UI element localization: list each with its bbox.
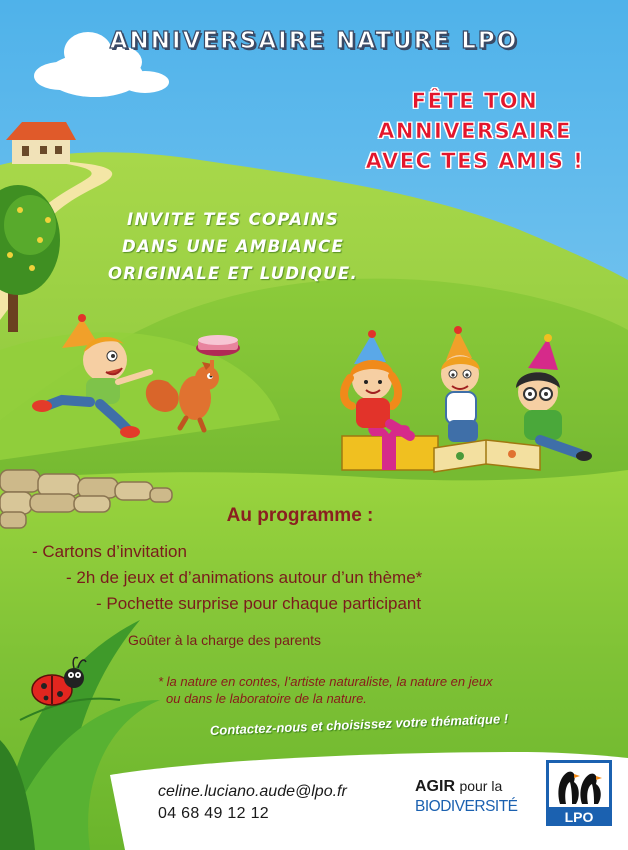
footnote-line: * la nature en contes, l’artiste naturaliste, la nature en jeux (158, 674, 493, 689)
headline-line: ANNIVERSAIRE (378, 119, 572, 143)
programme-item: - 2h de jeux et d’animations autour d’un thème* (66, 568, 423, 587)
lpo-logo (546, 760, 612, 826)
invite-line: INVITE TES COPAINS (127, 210, 339, 229)
programme-item: - Cartons d’invitation (32, 542, 187, 561)
headline-fete (330, 86, 620, 176)
house-icon (6, 122, 76, 164)
programme-title: Au programme : (226, 505, 374, 526)
headline-line: FÊTE TON (411, 89, 539, 113)
invite-text (88, 206, 378, 287)
headline-line: AVEC TES AMIS ! (365, 149, 585, 173)
agir-biodiversite: BIODIVERSITÉ (415, 798, 518, 815)
contact-phone[interactable]: 04 68 49 12 12 (158, 805, 269, 822)
poster-title: ANNIVERSAIRE NATURE LPO (109, 28, 519, 54)
footnote-line: ou dans le laboratoire de la nature. (166, 691, 367, 706)
penguin-logo-icon (546, 760, 612, 826)
programme-item: - Pochette surprise pour chaque participant (96, 594, 422, 613)
theme-footnote (158, 673, 493, 707)
agir-word: AGIR (415, 778, 455, 795)
agir-biodiversite-logo (415, 776, 518, 817)
agir-pour-la: pour la (459, 778, 503, 794)
gouter-note: Goûter à la charge des parents (128, 632, 322, 648)
contact-email[interactable]: celine.luciano.aude@lpo.fr (158, 783, 347, 800)
contact-cta: Contactez-nous et choisissez votre thématique ! (209, 711, 509, 738)
invite-line: ORIGINALE ET LUDIQUE. (107, 264, 359, 283)
lpo-logo-text: LPO (564, 809, 594, 825)
invite-line: DANS UNE AMBIANCE (121, 237, 345, 256)
